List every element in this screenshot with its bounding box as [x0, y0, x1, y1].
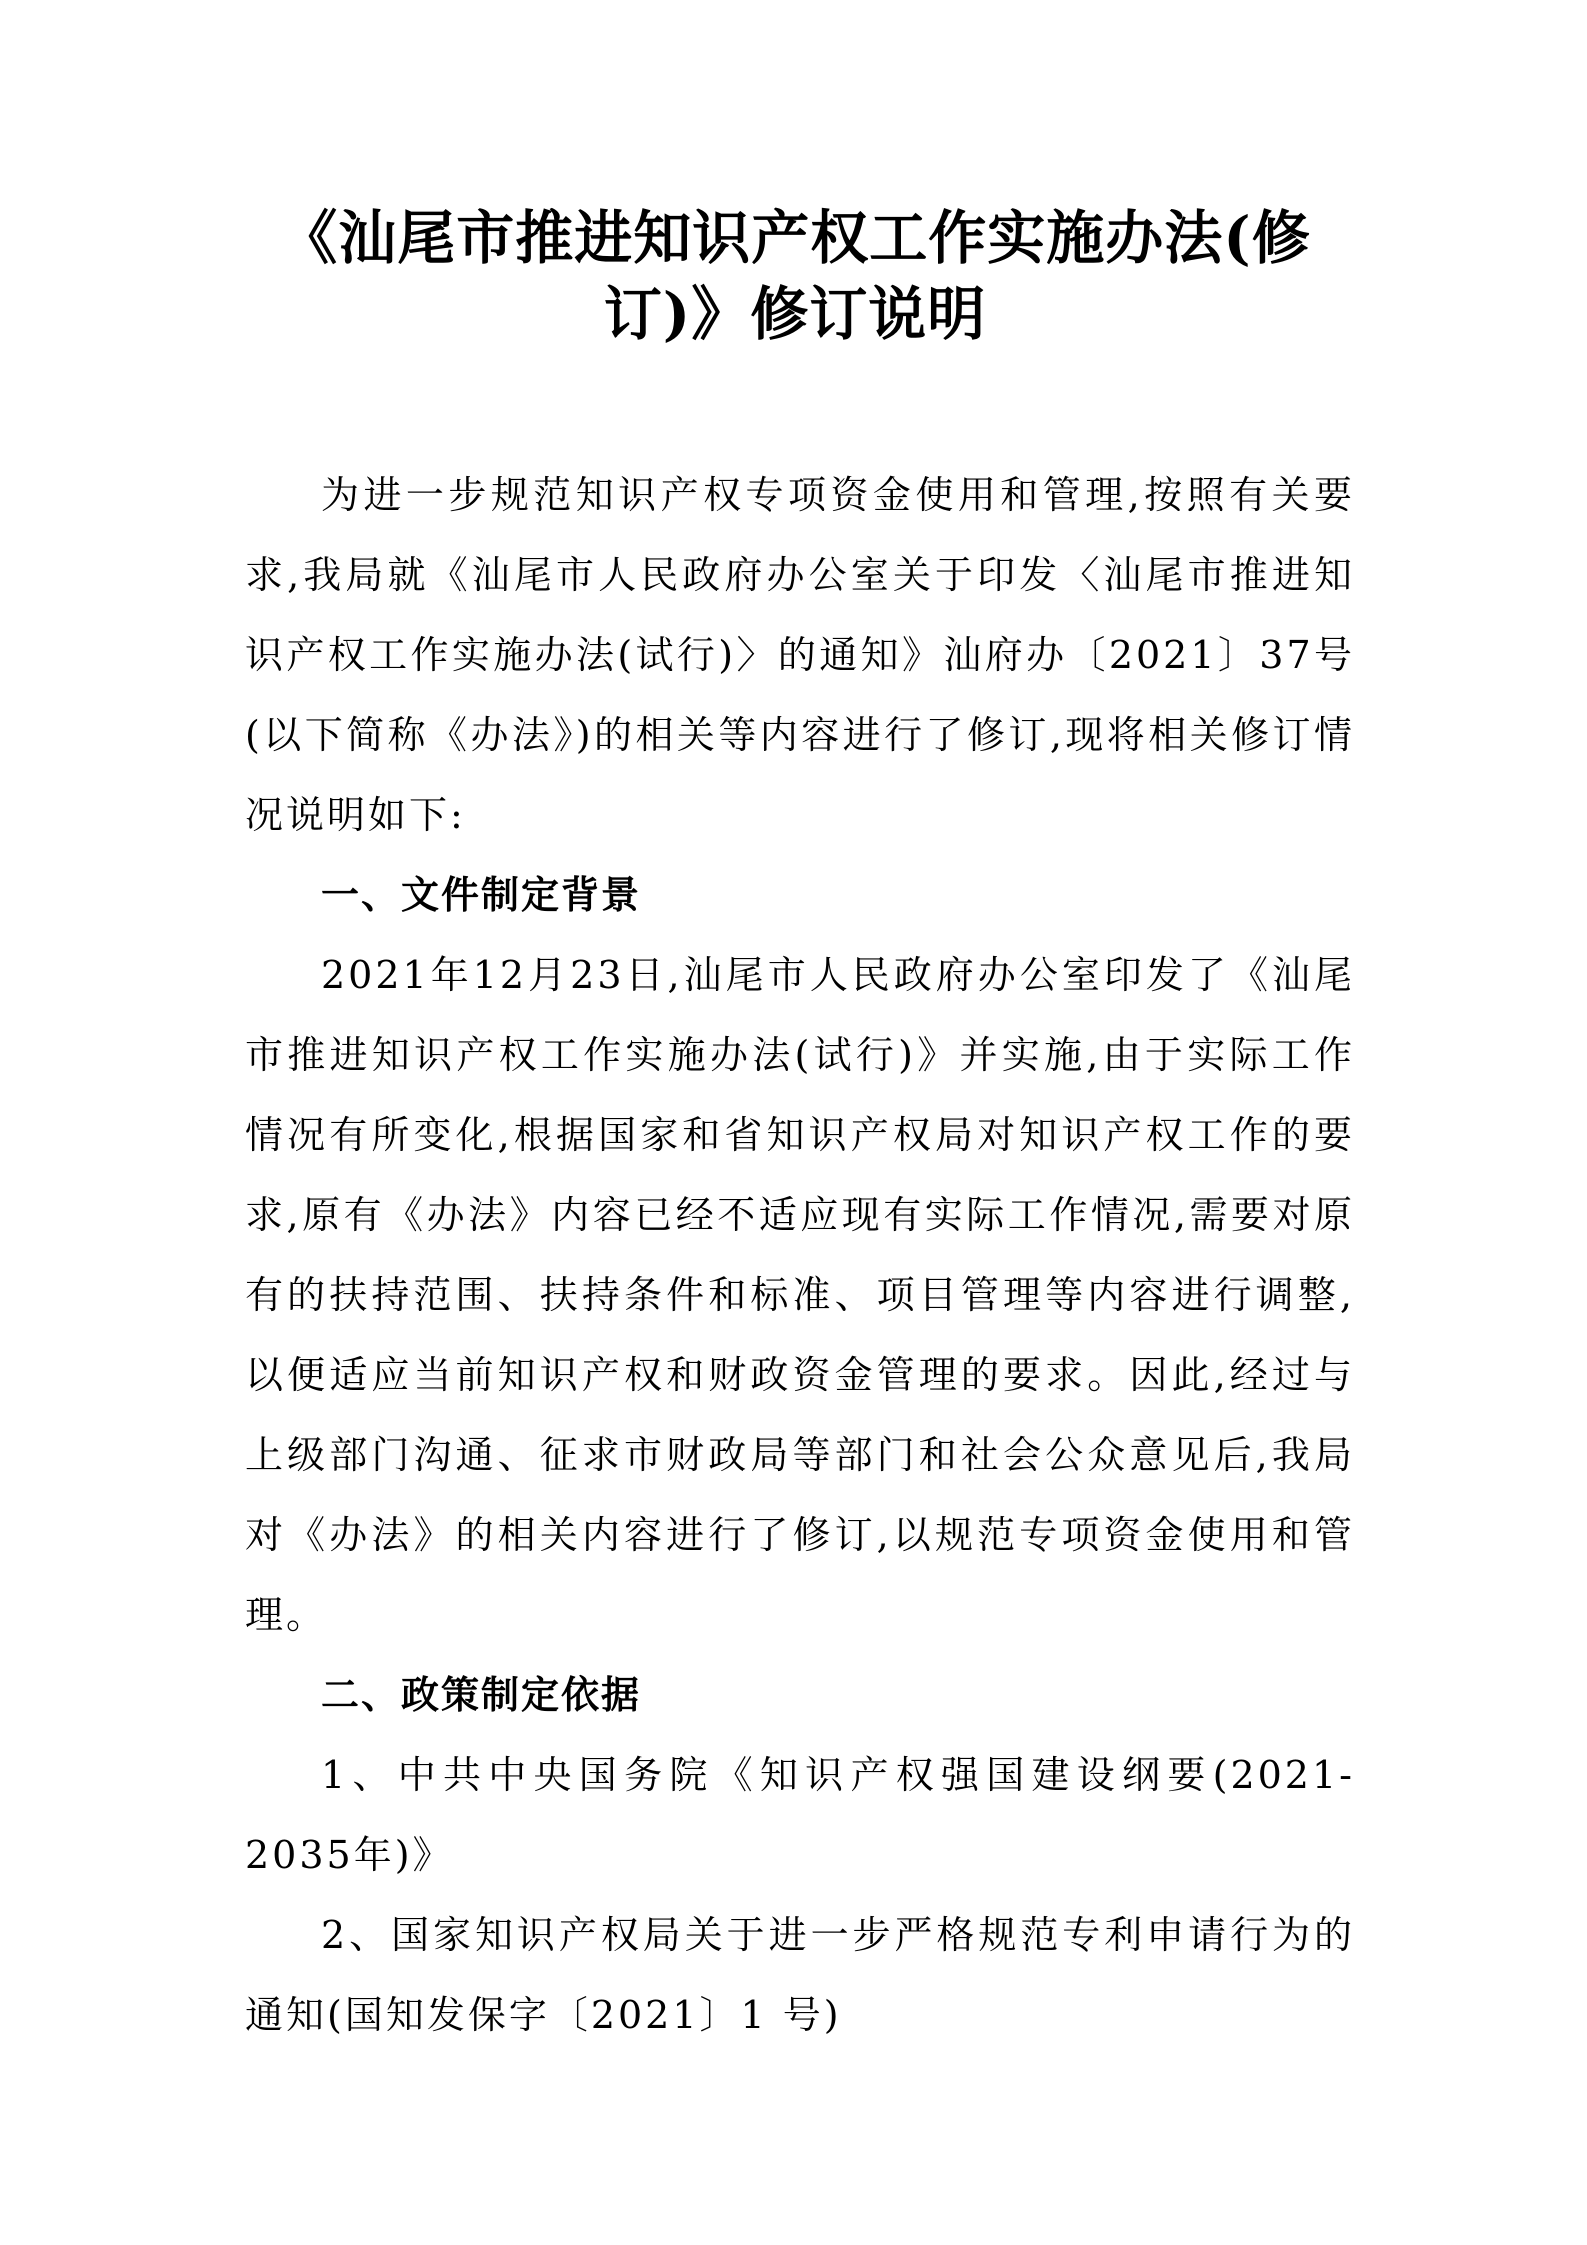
section-basis: [245, 1655, 1355, 2055]
section-heading-background: 一、文件制定背景: [321, 873, 642, 917]
intro-paragraph: 为进一步规范知识产权专项资金使用和管理,按照有关要求,我局就《汕尾市人民政府办公室关于印发〈汕尾市推进知识产权工作实施办法(试行)〉的通知》汕府办〔2021〕37号(以下简称《办法》)的相关等内容进行了修订,现将相关修订情况说明如下:: [245, 473, 1355, 837]
section-background: [245, 855, 1355, 1655]
document-body: [245, 455, 1355, 2055]
background-paragraph: 2021年12月23日,汕尾市人民政府办公室印发了《汕尾市推进知识产权工作实施办法(试行)》并实施,由于实际工作情况有所变化,根据国家和省知识产权局对知识产权工作的要求,原有《办法》内容已经不适应现有实际工作情况,需要对原有的扶持范围、扶持条件和标准、项目管理等内容进行调整,以便适应当前知识产权和财政资金管理的要求。因此,经过与上级部门沟通、征求市财政局等部门和社会公众意见后,我局对《办法》的相关内容进行了修订,以规范专项资金使用和管理。: [245, 953, 1355, 1637]
basis-item-1: 1、中共中央国务院《知识产权强国建设纲要(2021-2035年)》: [245, 1753, 1355, 1877]
document-title: 《汕尾市推进知识产权工作实施办法(修订)》修订说明: [279, 204, 1311, 348]
basis-item-2: 2、国家知识产权局关于进一步严格规范专利申请行为的通知(国知发保字〔2021〕1 号): [245, 1913, 1355, 2037]
section-heading-basis: 二、政策制定依据: [321, 1673, 642, 1717]
